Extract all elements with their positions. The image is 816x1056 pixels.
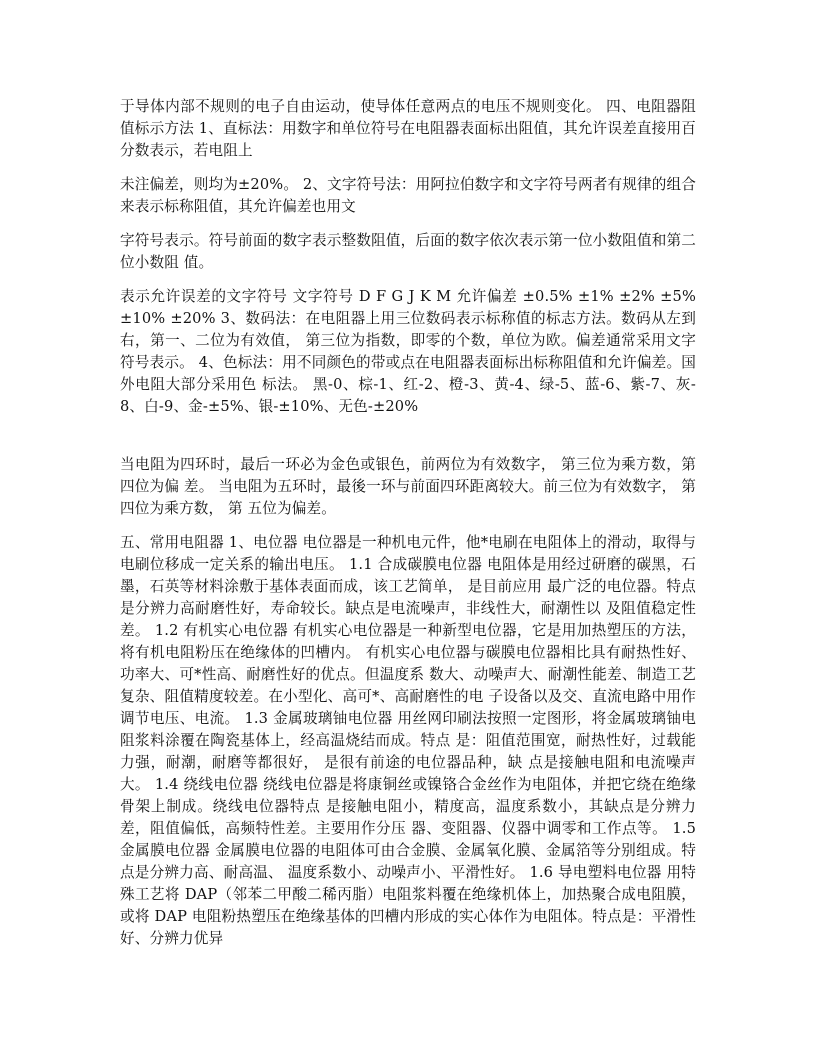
paragraph-spacer bbox=[120, 430, 696, 454]
paragraph-symbol-meaning: 字符号表示。符号前面的数字表示整数阻值，后面的数字依次表示第一位小数阻值和第二位小数阻 值。 bbox=[120, 232, 696, 271]
paragraph-tolerance-codes-and-color-method: 表示允许误差的文字符号 文字符号 D F G J K M 允许偏差 ±0.5% ±1% ±2% ±5% ±10% ±20% 3、数码法：在电阻器上用三位数码表示标称值的标志方法。数码从左到右，第一、二位为有效值， 第三位为指数，即零的个数，单位为欧。偏差通常采用文字符号表示。 4、色标法：用不同颜色的带或点在电阻器表面标出标称阻值和允许偏差。国外电阻大部分采用色 标法。 黑-0、棕-1、红-2、橙-3、黄-4、绿-5、蓝-6、紫-7、灰-8、白-9、金-±5%、银-±10%、无色-±20% bbox=[120, 288, 696, 415]
paragraph-text-symbol-method: 未注偏差，则均为±20%。 2、文字符号法：用阿拉伯数字和文字符号两者有规律的组合来表示标称阻值，其允许偏差也用文 bbox=[120, 176, 696, 215]
paragraph-common-resistors: 五、常用电阻器 1、电位器 电位器是一种机电元件，他*电刷在电阻体上的滑动，取得与电刷位移成一定关系的输出电压。 1.1 合成碳膜电位器 电阻体是用经过研磨的碳黑，石墨，石英等材料涂敷于基体表面而成，该工艺简单， 是目前应用 最广泛的电位器。特点是分辨力高耐磨性好，寿命较长。缺点是电流噪声，非线性大，耐潮性以 及阻值稳定性差。 1.2 有机实心电位器 有机实心电位器是一种新型电位器，它是用加热塑压的方法，将有机电阻粉压在绝缘体的凹槽内。 有机实心电位器与碳膜电位器相比具有耐热性好、功率大、可*性高、耐磨性好的优点。但温度系 数大、动噪声大、耐潮性能差、制造工艺复杂、阻值精度较差。在小型化、高可*、高耐磨性的电 子设备以及交、直流电路中用作调节电压、电流。 1.3 金属玻璃铀电位器 用丝网印刷法按照一定图形，将金属玻璃铀电阻浆料涂覆在陶瓷基体上，经高温烧结而成。特点 是：阻值范围宽，耐热性好，过载能力强，耐潮，耐磨等都很好， 是很有前途的电位器品种，缺 点是接触电阻和电流噪声大。 1.4 绕线电位器 绕线电位器是将康铜丝或镍铬合金丝作为电阻体，并把它绕在绝缘骨架上制成。绕线电位器特点 是接触电阻小，精度高，温度系数小，其缺点是分辨力差，阻值偏低，高频特性差。主要用作分压 器、变阻器、仪器中调零和工作点等。 1.5 金属膜电位器 金属膜电位器的电阻体可由合金膜、金属氧化膜、金属箔等分别组成。特点是分辨力高、耐高温、 温度系数小、动噪声小、平滑性好。 1.6 导电塑料电位器 用特殊工艺将 DAP（邻苯二甲酸二稀丙脂）电阻浆料覆在绝缘机体上，加热聚合成电阻膜，或将 DAP 电阻粉热塑压在绝缘基体的凹槽内形成的实心体作为电阻体。特点是：平滑性好、分辨力优异 bbox=[120, 534, 696, 947]
paragraph-color-ring-rules: 当电阻为四环时，最后一环必为金色或银色，前两位为有效数字， 第三位为乘方数，第四位为偏 差。 当电阻为五环时，最後一环与前面四环距离较大。前三位为有效数字， 第四位为乘方数， 第 五位为偏差。 bbox=[120, 456, 696, 517]
document-body bbox=[120, 96, 696, 962]
paragraph-noise-and-direct-marking: 于导体内部不规则的电子自由运动，使导体任意两点的电压不规则变化。 四、电阻器阻值标示方法 1、直标法：用数字和单位符号在电阻器表面标出阻值，其允许误差直接用百分数表示，若电阻上 bbox=[120, 98, 696, 159]
